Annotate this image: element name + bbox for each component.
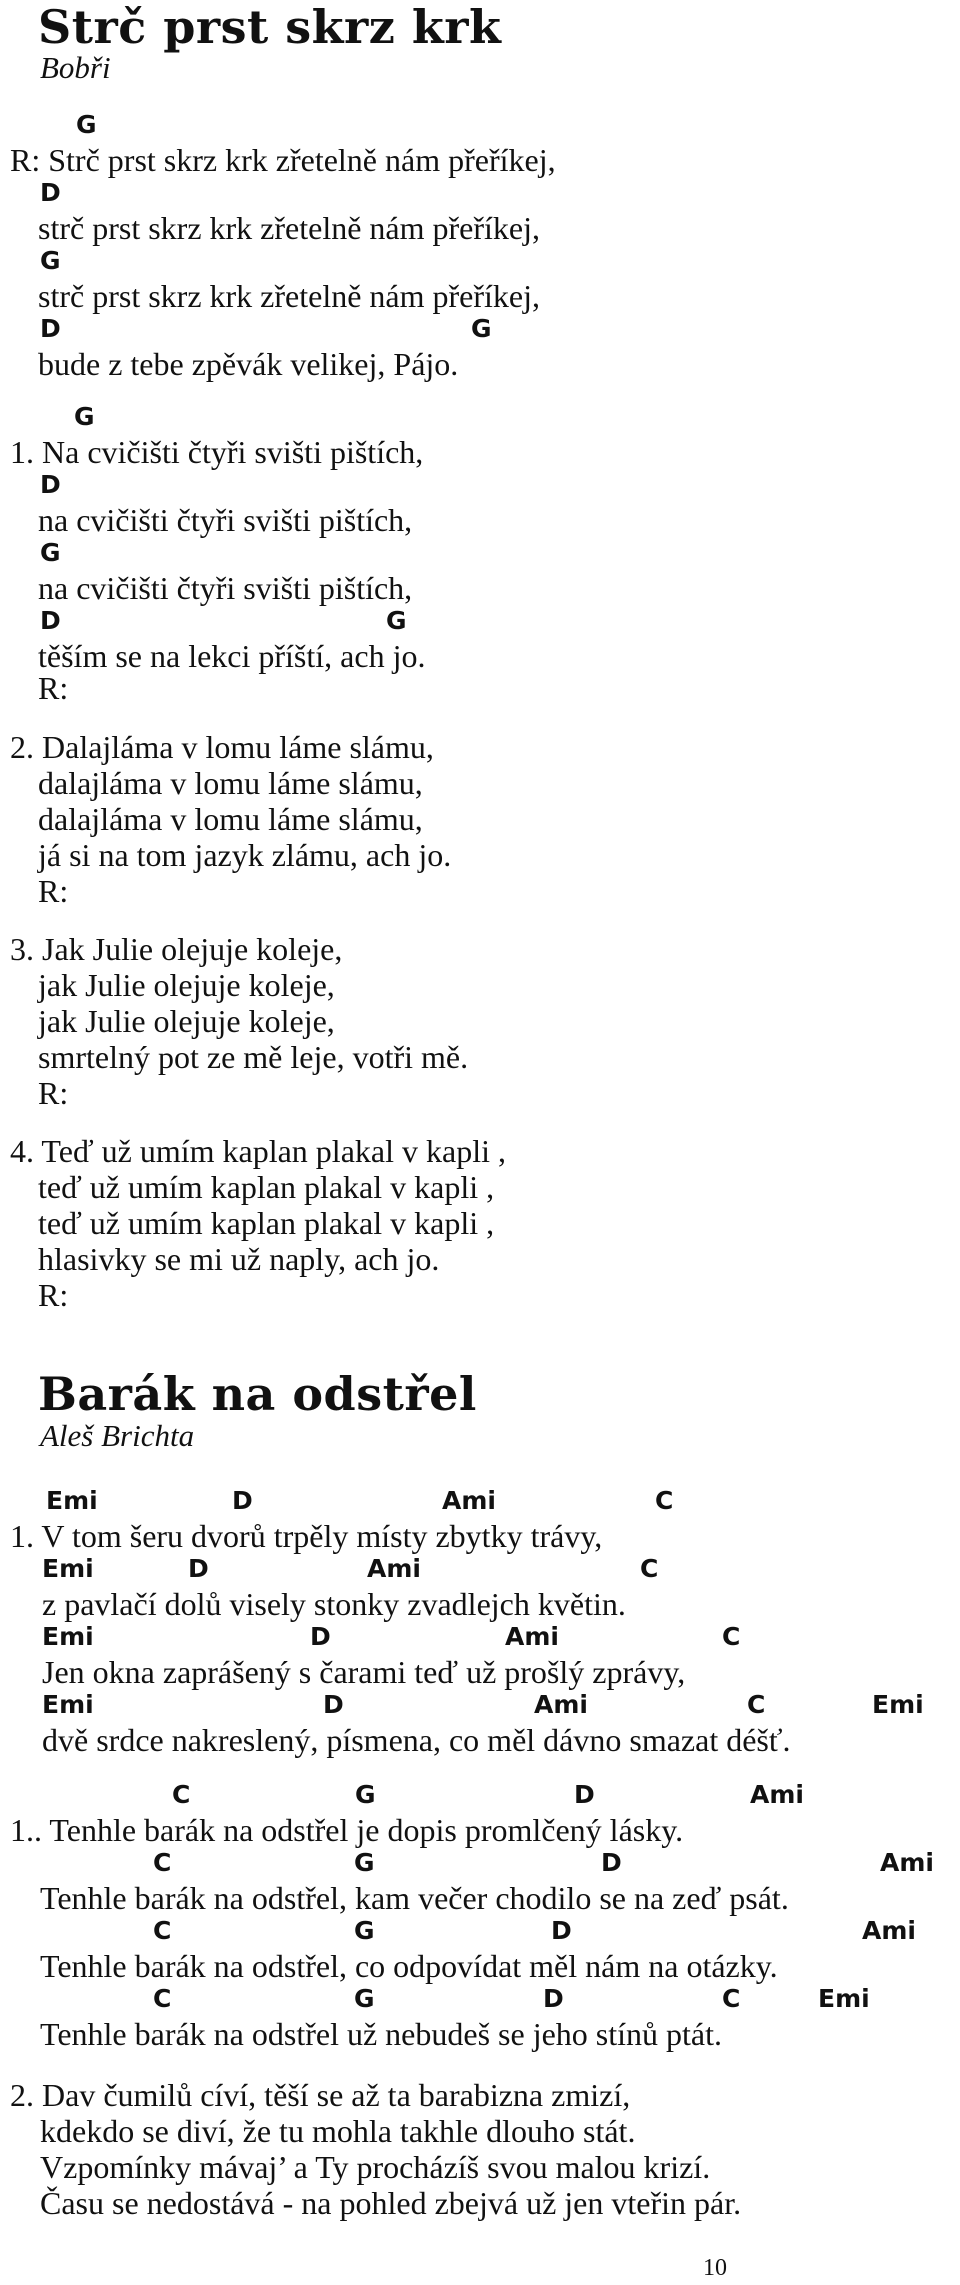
- lyric-line: teď už umím kaplan plakal v kapli ,: [38, 1169, 495, 1205]
- chord: D: [40, 314, 61, 343]
- chord: Ami: [505, 1622, 559, 1651]
- song-author: Aleš Brichta: [40, 1418, 195, 1453]
- chord: G: [40, 538, 61, 567]
- song-line: [38, 246, 541, 318]
- song-line: [42, 1690, 924, 1762]
- chorus-marker: R:: [38, 670, 69, 706]
- chord: G: [471, 314, 492, 343]
- lyric-line: teď už umím kaplan plakal v kapli ,: [38, 1205, 495, 1241]
- chord: G: [74, 402, 95, 431]
- song-line: [38, 314, 492, 386]
- lyric-line: Času se nedostává - na pohled zbejvá už jen vteřin pár.: [40, 2185, 742, 2221]
- lyric-line: Tenhle barák na odstřel, kam večer chodilo se na zeď psát.: [40, 1880, 789, 1916]
- song-title: Strč prst skrz krk: [38, 0, 502, 54]
- chord: C: [722, 1984, 741, 2013]
- lyric-line: hlasivky se mi už naply, ach jo.: [38, 1241, 440, 1277]
- chord: Emi: [42, 1554, 94, 1583]
- lyric-line: bude z tebe zpěvák velikej, Pájo.: [38, 346, 459, 382]
- chord: C: [153, 1916, 172, 1945]
- song-line: [10, 1486, 674, 1558]
- chord: D: [40, 178, 61, 207]
- lyric-line: těším se na lekci příští, ach jo.: [38, 638, 426, 674]
- chord: C: [747, 1690, 766, 1719]
- chord: Ami: [750, 1780, 804, 1809]
- lyric-line: R: Strč prst skrz krk zřetelně nám přeříkej,: [10, 142, 556, 178]
- lyric-line: dalajláma v lomu láme slámu,: [38, 765, 423, 801]
- lyric-line: strč prst skrz krk zřetelně nám přeříkej,: [38, 210, 541, 246]
- song-line: [10, 1780, 804, 1852]
- chord: D: [323, 1690, 344, 1719]
- song-line: [10, 402, 424, 474]
- lyric-line: 3. Jak Julie olejuje koleje,: [10, 931, 343, 967]
- lyric-line: strč prst skrz krk zřetelně nám přeříkej,: [38, 278, 541, 314]
- lyric-line: dalajláma v lomu láme slámu,: [38, 801, 423, 837]
- chord: C: [655, 1486, 674, 1515]
- song-line: [10, 110, 556, 182]
- chord: D: [232, 1486, 253, 1515]
- chorus-marker: R:: [38, 1277, 69, 1313]
- lyric-line: 1. Na cvičišti čtyři svišti pištích,: [10, 434, 424, 470]
- song-line: [10, 899, 343, 971]
- song-line: [40, 1984, 870, 2056]
- chord: Emi: [872, 1690, 924, 1719]
- chord: C: [640, 1554, 659, 1583]
- song-line: [38, 1043, 69, 1115]
- lyric-line: já si na tom jazyk zlámu, ach jo.: [38, 837, 452, 873]
- lyric-line: z pavlačí dolů visely stonky zvadlejch květin.: [42, 1586, 626, 1622]
- chord: D: [543, 1984, 564, 2013]
- lyric-line: Tenhle barák na odstřel už nebudeš se jeho stínů ptát.: [40, 2016, 722, 2052]
- song-line: [38, 178, 541, 250]
- chord: C: [153, 1984, 172, 2013]
- chord: Emi: [42, 1622, 94, 1651]
- chord: D: [574, 1780, 595, 1809]
- song-line: [40, 1848, 934, 1920]
- chord: Ami: [862, 1916, 916, 1945]
- chord: D: [551, 1916, 572, 1945]
- song-line: [42, 1622, 741, 1694]
- chord: Ami: [442, 1486, 496, 1515]
- chord: Ami: [880, 1848, 934, 1877]
- chord: Ami: [534, 1690, 588, 1719]
- lyric-line: jak Julie olejuje koleje,: [38, 967, 335, 1003]
- chorus-marker: R:: [38, 1075, 69, 1111]
- chord: G: [354, 1848, 375, 1877]
- song-line: [38, 538, 413, 610]
- lyric-line: jak Julie olejuje koleje,: [38, 1003, 335, 1039]
- song-line: [38, 638, 69, 710]
- chord: C: [722, 1622, 741, 1651]
- chord: Emi: [46, 1486, 98, 1515]
- chord: D: [310, 1622, 331, 1651]
- song-line: [10, 697, 434, 769]
- song-line: [38, 1245, 69, 1317]
- chorus-marker: R:: [38, 873, 69, 909]
- page-number: 10: [703, 2255, 727, 2281]
- lyric-line: 1. V tom šeru dvorů trpěly místy zbytky trávy,: [10, 1518, 603, 1554]
- song-line: [38, 841, 69, 913]
- song-line: [10, 1101, 506, 1173]
- chord: Emi: [42, 1690, 94, 1719]
- chord: G: [354, 1984, 375, 2013]
- chord: D: [188, 1554, 209, 1583]
- lyric-line: smrtelný pot ze mě leje, votři mě.: [38, 1039, 469, 1075]
- lyric-line: na cvičišti čtyři svišti pištích,: [38, 570, 413, 606]
- lyric-line: na cvičišti čtyři svišti pištích,: [38, 502, 413, 538]
- chord: G: [355, 1780, 376, 1809]
- lyric-line: 1.. Tenhle barák na odstřel je dopis promlčený lásky.: [10, 1812, 684, 1848]
- lyric-line: Jen okna zaprášený s čarami teď už prošlý zprávy,: [42, 1654, 686, 1690]
- chord: D: [40, 606, 61, 635]
- song-author: Bobři: [40, 50, 111, 85]
- song-title: Barák na odstřel: [38, 1367, 477, 1421]
- lyric-line: Vzpomínky mávaj’ a Ty procházíš svou malou krizí.: [40, 2149, 711, 2185]
- chord: D: [601, 1848, 622, 1877]
- chord: C: [153, 1848, 172, 1877]
- lyric-line: 2. Dalajláma v lomu láme slámu,: [10, 729, 434, 765]
- song-line: [38, 470, 413, 542]
- chord: G: [76, 110, 97, 139]
- song-line: [10, 2045, 631, 2117]
- chord: G: [354, 1916, 375, 1945]
- chord: Emi: [818, 1984, 870, 2013]
- chord: C: [172, 1780, 191, 1809]
- lyric-line: kdekdo se diví, že tu mohla takhle dlouho stát.: [40, 2113, 636, 2149]
- lyric-line: 4. Teď už umím kaplan plakal v kapli ,: [10, 1133, 506, 1169]
- chord: D: [40, 470, 61, 499]
- lyric-line: dvě srdce nakreslený, písmena, co měl dávno smazat déšť.: [42, 1722, 791, 1758]
- chord: Ami: [367, 1554, 421, 1583]
- song-line: [42, 1554, 659, 1626]
- lyric-line: Tenhle barák na odstřel, co odpovídat měl nám na otázky.: [40, 1948, 778, 1984]
- chord: G: [386, 606, 407, 635]
- chord: G: [40, 246, 61, 275]
- lyric-line: 2. Dav čumilů cíví, těší se až ta barabizna zmizí,: [10, 2077, 631, 2113]
- song-line: [40, 1916, 916, 1988]
